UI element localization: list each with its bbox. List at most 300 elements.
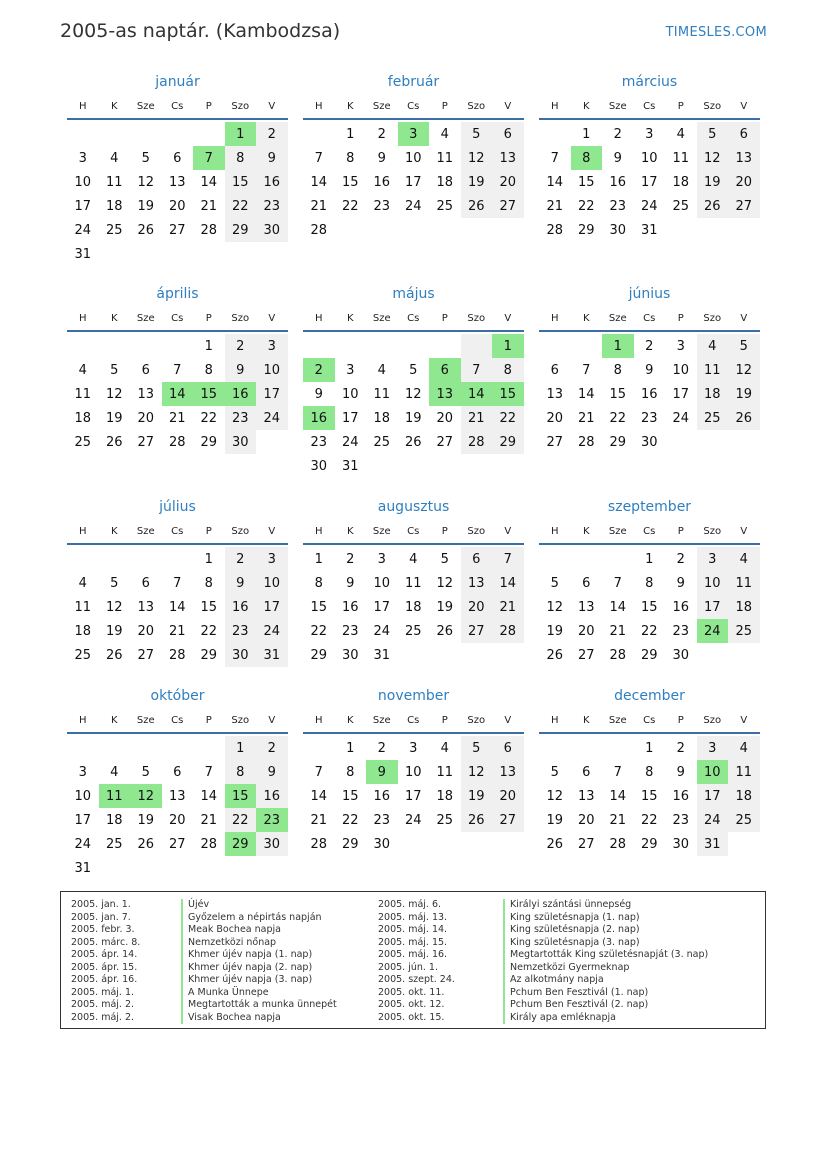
day-cell: 30 (672, 647, 690, 663)
day-cell: 30 (373, 836, 391, 852)
day-cell: 29 (640, 836, 658, 852)
day-cell: 2 (225, 547, 257, 571)
day-cell: 3 (78, 764, 87, 780)
day-cell: 19 (697, 170, 729, 194)
brand-logo[interactable]: TIMESLES.COM (665, 25, 767, 40)
day-cell: 10 (404, 764, 422, 780)
day-cell: 15 (577, 174, 595, 190)
day-cell: 24 (672, 410, 690, 426)
day-cell: 4 (440, 126, 449, 142)
day-cell: 9 (314, 386, 323, 402)
day-cell: 7 (204, 764, 213, 780)
weekday-label: Sze (136, 714, 155, 726)
day-cell: 3 (78, 150, 87, 166)
day-cell: 20 (492, 784, 524, 808)
weekday-label: Cs (171, 312, 184, 324)
day-cell: 22 (200, 623, 218, 639)
day-cell: 28 (310, 222, 328, 238)
day-cell: 23 (310, 434, 328, 450)
day-cell: 9 (225, 358, 257, 382)
day-cell: 31 (74, 860, 92, 876)
day-cell: 21 (310, 812, 328, 828)
weekday-label: H (550, 312, 559, 324)
month-2 (303, 70, 524, 242)
day-cell: 26 (105, 434, 123, 450)
month-4 (67, 282, 288, 454)
day-cell: 1 (582, 126, 591, 142)
weekday-label: P (677, 525, 684, 537)
holiday-day-cell: 8 (571, 146, 603, 170)
weekday-header (67, 94, 288, 120)
holiday-name: Pchum Ben Fesztivál (1. nap) (503, 987, 648, 1000)
day-cell: 10 (256, 358, 288, 382)
day-cell: 19 (461, 170, 493, 194)
day-cell: 19 (546, 812, 564, 828)
empty-day-cell (256, 430, 288, 454)
day-cell: 13 (492, 760, 524, 784)
day-cell: 24 (256, 619, 288, 643)
day-cell: 31 (697, 832, 729, 856)
day-cell: 30 (672, 836, 690, 852)
day-cell: 17 (341, 410, 359, 426)
empty-day-cell (193, 242, 225, 266)
holiday-row (368, 1012, 708, 1025)
day-cell: 29 (341, 836, 359, 852)
empty-day-cell (67, 334, 99, 358)
weekday-label: Cs (171, 525, 184, 537)
empty-day-cell (335, 334, 367, 358)
holiday-date: 2005. jún. 1. (378, 961, 439, 973)
page-title: 2005-as naptár. (Kambodzsa) (60, 20, 341, 42)
day-cell: 21 (168, 410, 186, 426)
day-cell: 4 (728, 547, 760, 571)
month-11 (303, 684, 524, 856)
day-cell: 17 (373, 599, 391, 615)
day-cell: 28 (546, 222, 564, 238)
day-cell: 30 (310, 458, 328, 474)
day-cell: 22 (640, 623, 658, 639)
holiday-day-cell: 29 (225, 832, 257, 856)
day-cell: 1 (645, 740, 654, 756)
holiday-name: Nemzetközi nőnap (181, 937, 276, 950)
weekday-label: Cs (407, 525, 420, 537)
weekday-label: H (550, 714, 559, 726)
empty-day-cell (256, 242, 288, 266)
day-cell: 7 (314, 150, 323, 166)
day-cell: 12 (436, 575, 454, 591)
holiday-name: Meak Bochea napja (181, 924, 281, 937)
weekday-label: V (504, 100, 512, 112)
day-cell: 4 (676, 126, 685, 142)
day-cell: 18 (672, 174, 690, 190)
weekday-label: P (677, 312, 684, 324)
day-cell: 17 (404, 174, 422, 190)
empty-day-cell (256, 856, 288, 880)
weekday-label: Cs (643, 100, 656, 112)
day-cell: 18 (105, 198, 123, 214)
day-cell: 15 (341, 174, 359, 190)
day-cell: 3 (377, 551, 386, 567)
day-cell: 9 (346, 575, 355, 591)
day-cell: 1 (225, 736, 257, 760)
weekday-label: Sze (608, 100, 627, 112)
day-cell: 14 (310, 174, 328, 190)
holiday-row (368, 937, 708, 950)
day-cell: 28 (310, 836, 328, 852)
empty-day-cell (366, 454, 398, 478)
day-cell: 23 (672, 623, 690, 639)
day-cell: 28 (200, 836, 218, 852)
day-cell: 27 (577, 836, 595, 852)
holiday-day-cell: 1 (225, 122, 257, 146)
empty-day-cell (398, 643, 430, 667)
weekday-label: K (110, 714, 118, 726)
day-cell: 18 (728, 784, 760, 808)
day-cell: 12 (697, 146, 729, 170)
day-cell: 14 (577, 386, 595, 402)
day-cell: 16 (672, 599, 690, 615)
day-cell: 4 (110, 764, 119, 780)
day-cell: 30 (225, 430, 257, 454)
holiday-day-cell: 24 (697, 619, 729, 643)
empty-day-cell (130, 856, 162, 880)
day-cell: 11 (436, 150, 454, 166)
weekday-label: K (346, 714, 354, 726)
holiday-day-cell: 1 (492, 334, 524, 358)
weekday-label: P (677, 714, 684, 726)
weekday-label: Cs (407, 714, 420, 726)
day-cell: 21 (609, 812, 627, 828)
weekday-label: K (110, 100, 118, 112)
empty-day-cell (492, 643, 524, 667)
holiday-date: 2005. máj. 16. (378, 949, 448, 960)
weekday-header (67, 306, 288, 332)
day-cell: 15 (200, 599, 218, 615)
holiday-date: 2005. máj. 2. (71, 999, 135, 1010)
empty-day-cell (398, 218, 430, 242)
day-cell: 4 (409, 551, 418, 567)
day-cell: 2 (645, 338, 654, 354)
day-cell: 26 (436, 623, 454, 639)
day-cell: 17 (74, 812, 92, 828)
day-cell: 26 (137, 836, 155, 852)
day-cell: 4 (110, 150, 119, 166)
empty-day-cell (697, 218, 729, 242)
day-cell: 10 (256, 571, 288, 595)
day-cell: 6 (728, 122, 760, 146)
weekday-label: Sze (372, 312, 391, 324)
weekday-label: Sze (608, 525, 627, 537)
day-cell: 7 (550, 150, 559, 166)
empty-day-cell (398, 454, 430, 478)
day-cell: 26 (137, 222, 155, 238)
day-cell: 30 (256, 832, 288, 856)
day-cell: 24 (341, 434, 359, 450)
day-cell: 17 (697, 595, 729, 619)
empty-day-cell (162, 547, 194, 571)
day-cell: 18 (436, 788, 454, 804)
empty-day-cell (539, 334, 571, 358)
day-cell: 25 (105, 222, 123, 238)
day-cell: 6 (492, 736, 524, 760)
empty-day-cell (429, 218, 461, 242)
day-cell: 13 (546, 386, 564, 402)
holiday-name: King születésnapja (3. nap) (503, 937, 640, 950)
day-cell: 12 (105, 599, 123, 615)
day-cell: 27 (492, 194, 524, 218)
empty-day-cell (728, 430, 760, 454)
weekday-label: H (78, 100, 87, 112)
day-cell: 11 (105, 174, 123, 190)
day-cell: 22 (609, 410, 627, 426)
day-cell: 12 (546, 599, 564, 615)
day-cell: 13 (168, 788, 186, 804)
day-cell: 22 (640, 812, 658, 828)
weekday-label: Sze (372, 525, 391, 537)
day-cell: 23 (373, 198, 391, 214)
day-cell: 25 (373, 434, 391, 450)
month-6 (539, 282, 760, 454)
weekday-label: V (268, 525, 276, 537)
empty-day-cell (193, 736, 225, 760)
day-cell: 15 (640, 599, 658, 615)
day-cell: 31 (341, 458, 359, 474)
day-cell: 22 (492, 406, 524, 430)
weekday-label: Szo (231, 100, 250, 112)
day-cell: 8 (346, 764, 355, 780)
day-cell: 10 (74, 788, 92, 804)
holiday-date: 2005. jan. 7. (71, 911, 131, 923)
day-cell: 24 (404, 198, 422, 214)
day-cell: 13 (137, 599, 155, 615)
day-cell: 30 (609, 222, 627, 238)
weekday-label: H (78, 714, 87, 726)
day-cell: 19 (546, 623, 564, 639)
holiday-row (61, 974, 337, 987)
month-name: október (150, 688, 205, 704)
weekday-header (539, 708, 760, 734)
weekday-label: Szo (467, 714, 486, 726)
day-grid (539, 122, 760, 242)
day-cell: 17 (697, 784, 729, 808)
weekday-label: P (441, 312, 448, 324)
holiday-name: King születésnapja (1. nap) (503, 912, 640, 925)
day-cell: 8 (204, 362, 213, 378)
day-cell: 9 (645, 362, 654, 378)
day-cell: 27 (546, 434, 564, 450)
month-5 (303, 282, 524, 478)
day-cell: 1 (204, 551, 213, 567)
day-cell: 6 (173, 764, 182, 780)
holiday-row (61, 962, 337, 975)
day-cell: 2 (377, 126, 386, 142)
month-3 (539, 70, 760, 242)
weekday-header (303, 519, 524, 545)
holiday-day-cell: 15 (492, 382, 524, 406)
day-cell: 25 (74, 647, 92, 663)
day-cell: 22 (200, 410, 218, 426)
weekday-label: K (346, 100, 354, 112)
empty-day-cell (539, 547, 571, 571)
day-grid (539, 547, 760, 667)
day-cell: 6 (141, 575, 150, 591)
day-cell: 21 (200, 812, 218, 828)
day-cell: 3 (697, 736, 729, 760)
day-cell: 30 (640, 434, 658, 450)
day-cell: 24 (404, 812, 422, 828)
month-name: február (387, 74, 440, 90)
day-cell: 9 (256, 146, 288, 170)
weekday-label: V (740, 312, 748, 324)
day-cell: 25 (436, 198, 454, 214)
day-cell: 11 (697, 358, 729, 382)
month-9 (539, 495, 760, 667)
day-cell: 2 (676, 740, 685, 756)
month-name: augusztus (377, 499, 450, 515)
day-cell: 28 (577, 434, 595, 450)
holiday-row (368, 999, 708, 1012)
empty-day-cell (539, 122, 571, 146)
empty-day-cell (67, 736, 99, 760)
weekday-label: Szo (231, 525, 250, 537)
day-cell: 6 (550, 362, 559, 378)
weekday-label: H (314, 312, 323, 324)
day-cell: 23 (373, 812, 391, 828)
weekday-label: K (346, 312, 354, 324)
day-cell: 4 (78, 575, 87, 591)
day-cell: 25 (105, 836, 123, 852)
day-cell: 16 (341, 599, 359, 615)
day-cell: 23 (672, 812, 690, 828)
day-cell: 29 (492, 430, 524, 454)
day-cell: 29 (225, 218, 257, 242)
day-cell: 14 (200, 174, 218, 190)
holiday-row (368, 924, 708, 937)
day-cell: 26 (728, 406, 760, 430)
weekday-label: Cs (171, 714, 184, 726)
weekday-label: H (314, 525, 323, 537)
weekday-label: K (346, 525, 354, 537)
day-cell: 16 (373, 788, 391, 804)
day-cell: 2 (256, 736, 288, 760)
empty-day-cell (697, 430, 729, 454)
holiday-column-right (368, 899, 708, 1024)
day-cell: 22 (341, 198, 359, 214)
day-cell: 2 (225, 334, 257, 358)
day-cell: 3 (256, 334, 288, 358)
empty-day-cell (67, 547, 99, 571)
day-cell: 27 (137, 647, 155, 663)
weekday-label: Szo (231, 312, 250, 324)
weekday-label: Sze (608, 714, 627, 726)
holiday-name: Khmer újév napja (3. nap) (181, 974, 312, 987)
empty-day-cell (225, 856, 257, 880)
weekday-label: H (550, 525, 559, 537)
day-cell: 23 (609, 198, 627, 214)
holiday-date: 2005. ápr. 14. (71, 949, 138, 960)
day-cell: 9 (676, 575, 685, 591)
empty-day-cell (335, 218, 367, 242)
day-cell: 5 (550, 575, 559, 591)
weekday-label: K (582, 312, 590, 324)
day-cell: 25 (74, 434, 92, 450)
month-10 (67, 684, 288, 880)
day-cell: 5 (409, 362, 418, 378)
day-cell: 26 (697, 194, 729, 218)
weekday-header (303, 306, 524, 332)
empty-day-cell (130, 736, 162, 760)
month-1 (67, 70, 288, 266)
day-cell: 23 (225, 619, 257, 643)
empty-day-cell (429, 454, 461, 478)
weekday-label: Szo (467, 312, 486, 324)
day-cell: 20 (168, 198, 186, 214)
day-cell: 10 (697, 571, 729, 595)
weekday-label: P (441, 100, 448, 112)
empty-day-cell (162, 122, 194, 146)
day-cell: 17 (640, 174, 658, 190)
holiday-date: 2005. okt. 11. (378, 986, 445, 998)
day-cell: 16 (256, 784, 288, 808)
empty-day-cell (539, 736, 571, 760)
day-cell: 25 (728, 808, 760, 832)
day-cell: 1 (346, 740, 355, 756)
weekday-header (539, 306, 760, 332)
day-cell: 11 (436, 764, 454, 780)
empty-day-cell (162, 242, 194, 266)
weekday-label: Szo (703, 525, 722, 537)
day-cell: 18 (436, 174, 454, 190)
day-cell: 2 (613, 126, 622, 142)
weekday-label: Sze (136, 312, 155, 324)
day-cell: 5 (550, 764, 559, 780)
day-cell: 18 (74, 623, 92, 639)
day-cell: 31 (640, 222, 658, 238)
day-cell: 19 (404, 410, 422, 426)
day-grid (303, 547, 524, 667)
day-cell: 5 (110, 362, 119, 378)
holiday-day-cell: 9 (366, 760, 398, 784)
holiday-name: Khmer újév napja (1. nap) (181, 949, 312, 962)
holiday-name: Király apa emléknapja (503, 1012, 616, 1025)
empty-day-cell (366, 334, 398, 358)
day-cell: 20 (137, 623, 155, 639)
empty-day-cell (697, 643, 729, 667)
day-cell: 23 (225, 406, 257, 430)
holiday-name: A Munka Ünnepe (181, 987, 269, 1000)
day-cell: 28 (609, 836, 627, 852)
holiday-row (368, 949, 708, 962)
day-cell: 8 (645, 764, 654, 780)
day-cell: 14 (310, 788, 328, 804)
day-cell: 30 (225, 643, 257, 667)
weekday-label: V (504, 312, 512, 324)
day-cell: 15 (640, 788, 658, 804)
day-cell: 13 (137, 386, 155, 402)
day-cell: 10 (640, 150, 658, 166)
day-cell: 14 (200, 788, 218, 804)
day-cell: 25 (697, 406, 729, 430)
empty-day-cell (99, 242, 131, 266)
day-cell: 9 (613, 150, 622, 166)
day-cell: 16 (672, 788, 690, 804)
empty-day-cell (130, 242, 162, 266)
weekday-label: Cs (643, 525, 656, 537)
day-cell: 20 (492, 170, 524, 194)
empty-day-cell (492, 218, 524, 242)
day-cell: 7 (613, 764, 622, 780)
day-cell: 13 (577, 599, 595, 615)
